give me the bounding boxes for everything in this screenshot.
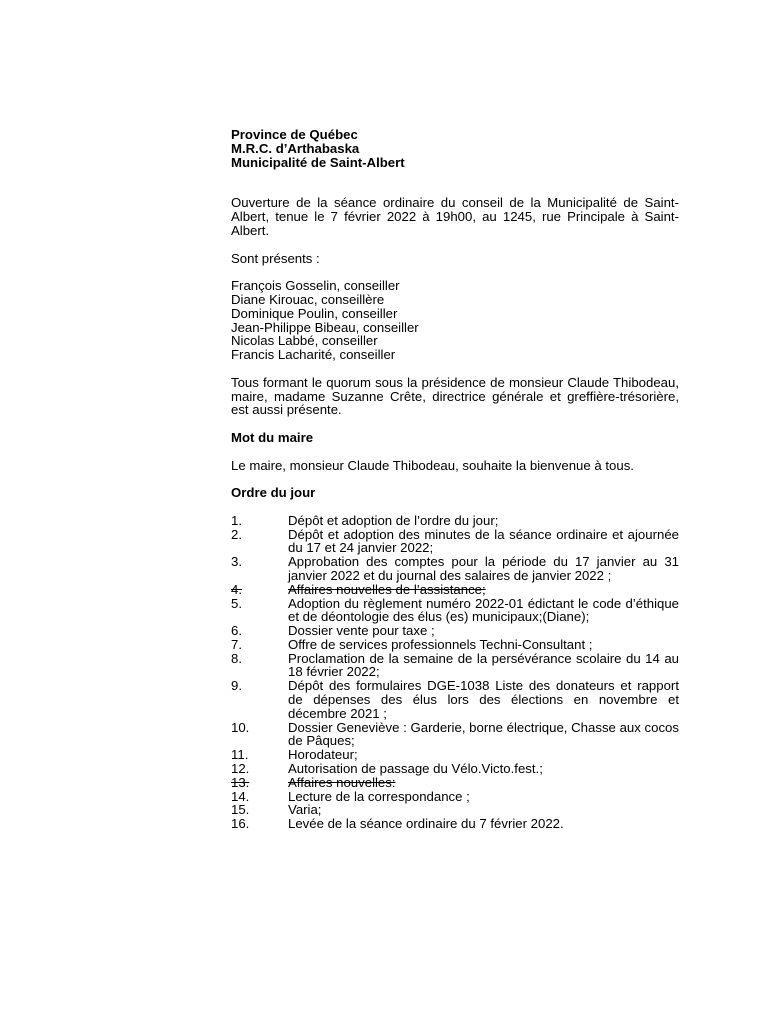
agenda-text: Levée de la séance ordinaire du 7 février 2022.: [288, 816, 564, 832]
agenda-num: 3.: [231, 554, 242, 570]
agenda-item: [231, 748, 679, 762]
agenda-text: Affaires nouvelles de l’assistance;: [288, 581, 486, 597]
agenda-item: [231, 652, 679, 680]
agenda-num: 6.: [231, 623, 242, 639]
agenda-text: Dépôt des formulaires DGE-1038 Liste des donateurs et rapport de dépenses des élus lors des élections en novembre et décembre 2021 ;: [288, 678, 679, 721]
agenda-item: [231, 790, 679, 804]
agenda-item: [231, 803, 679, 817]
header-province: Province de Québec: [231, 127, 358, 142]
agenda-num: 8.: [231, 650, 242, 666]
mot-paragraph: Le maire, monsieur Claude Thibodeau, souhaite la bienvenue à tous.: [231, 457, 634, 473]
agenda-text: Dépôt et adoption des minutes de la séance ordinaire et ajournée du 17 et 24 janvier 2022;: [288, 526, 679, 556]
ordre-heading: Ordre du jour: [231, 485, 316, 501]
agenda-text: Proclamation de la semaine de la persévérance scolaire du 14 au 18 février 2022;: [288, 650, 679, 680]
agenda-num: 15.: [231, 802, 250, 818]
presents-label: Sont présents :: [231, 250, 320, 266]
presents-item: Nicolas Labbé, conseiller: [231, 333, 378, 349]
agenda-num: 5.: [231, 595, 242, 611]
agenda-text: Varia;: [288, 802, 322, 818]
agenda-text: Approbation des comptes pour la période du 17 janvier au 31 janvier 2022 et du journal des salaires de janvier 2022 ;: [288, 554, 679, 583]
agenda-item: [231, 555, 679, 583]
agenda-text: Dossier Geneviève : Garderie, borne électrique, Chasse aux cocos de Pâques;: [288, 719, 679, 749]
agenda-list: [231, 514, 679, 831]
agenda-item: [231, 817, 679, 831]
presents-list: [231, 279, 679, 362]
agenda-item: [231, 721, 679, 749]
agenda-num: 7.: [231, 636, 242, 652]
header-mrc: M.R.C. d’Arthabaska: [231, 140, 360, 156]
agenda-num: 2.: [231, 526, 242, 542]
header-municipality: Municipalité de Saint-Albert: [231, 154, 405, 170]
agenda-text: Offre de services professionnels Techni-Consultant ;: [288, 636, 593, 652]
presents-item: Francis Lacharité, conseiller: [231, 347, 396, 363]
document-page: [231, 128, 679, 831]
agenda-num: 9.: [231, 678, 242, 694]
agenda-num: 1.: [231, 512, 242, 528]
agenda-num: 10.: [231, 719, 250, 735]
presents-item: Jean-Philippe Bibeau, conseiller: [231, 319, 419, 335]
agenda-item: [231, 679, 679, 720]
agenda-item: [231, 514, 679, 528]
agenda-item: [231, 528, 679, 556]
agenda-text: Lecture de la correspondance ;: [288, 788, 470, 804]
agenda-text: Affaires nouvelles:: [288, 774, 396, 790]
agenda-num: 14.: [231, 788, 250, 804]
agenda-text: Horodateur;: [288, 747, 358, 763]
agenda-item-struck: [231, 583, 679, 597]
presents-item: Diane Kirouac, conseillère: [231, 291, 385, 307]
agenda-num: 16.: [231, 816, 250, 832]
quorum-paragraph: Tous formant le quorum sous la présidence de monsieur Claude Thibodeau, maire, madame Suzanne Crête, directrice générale et greffière-trésorière, est aussi présente.: [231, 374, 679, 418]
agenda-num: 11.: [231, 747, 249, 763]
presents-item: Dominique Poulin, conseiller: [231, 305, 398, 321]
agenda-text: Adoption du règlement numéro 2022-01 édictant le code d’éthique et de déontologie des élus (es) municipaux;(Diane);: [288, 595, 679, 625]
document-header: [231, 128, 679, 169]
agenda-item: [231, 638, 679, 652]
agenda-item-struck: [231, 776, 679, 790]
opening-paragraph: Ouverture de la séance ordinaire du conseil de la Municipalité de Saint-Albert, tenue le 7 février 2022 à 19h00, au 1245, rue Principale à Saint-Albert.: [231, 195, 679, 238]
agenda-text: Autorisation de passage du Vélo.Victo.fest.;: [288, 761, 543, 777]
agenda-num: 12.: [231, 761, 250, 777]
agenda-item: [231, 762, 679, 776]
presents-item: François Gosselin, conseiller: [231, 278, 400, 294]
agenda-item: [231, 624, 679, 638]
agenda-num: 4.: [231, 581, 242, 597]
agenda-item: [231, 597, 679, 625]
agenda-text: Dépôt et adoption de l’ordre du jour;: [288, 512, 499, 528]
agenda-num: 13.: [231, 774, 250, 790]
agenda-text: Dossier vente pour taxe ;: [288, 623, 435, 639]
mot-heading: Mot du maire: [231, 429, 314, 445]
